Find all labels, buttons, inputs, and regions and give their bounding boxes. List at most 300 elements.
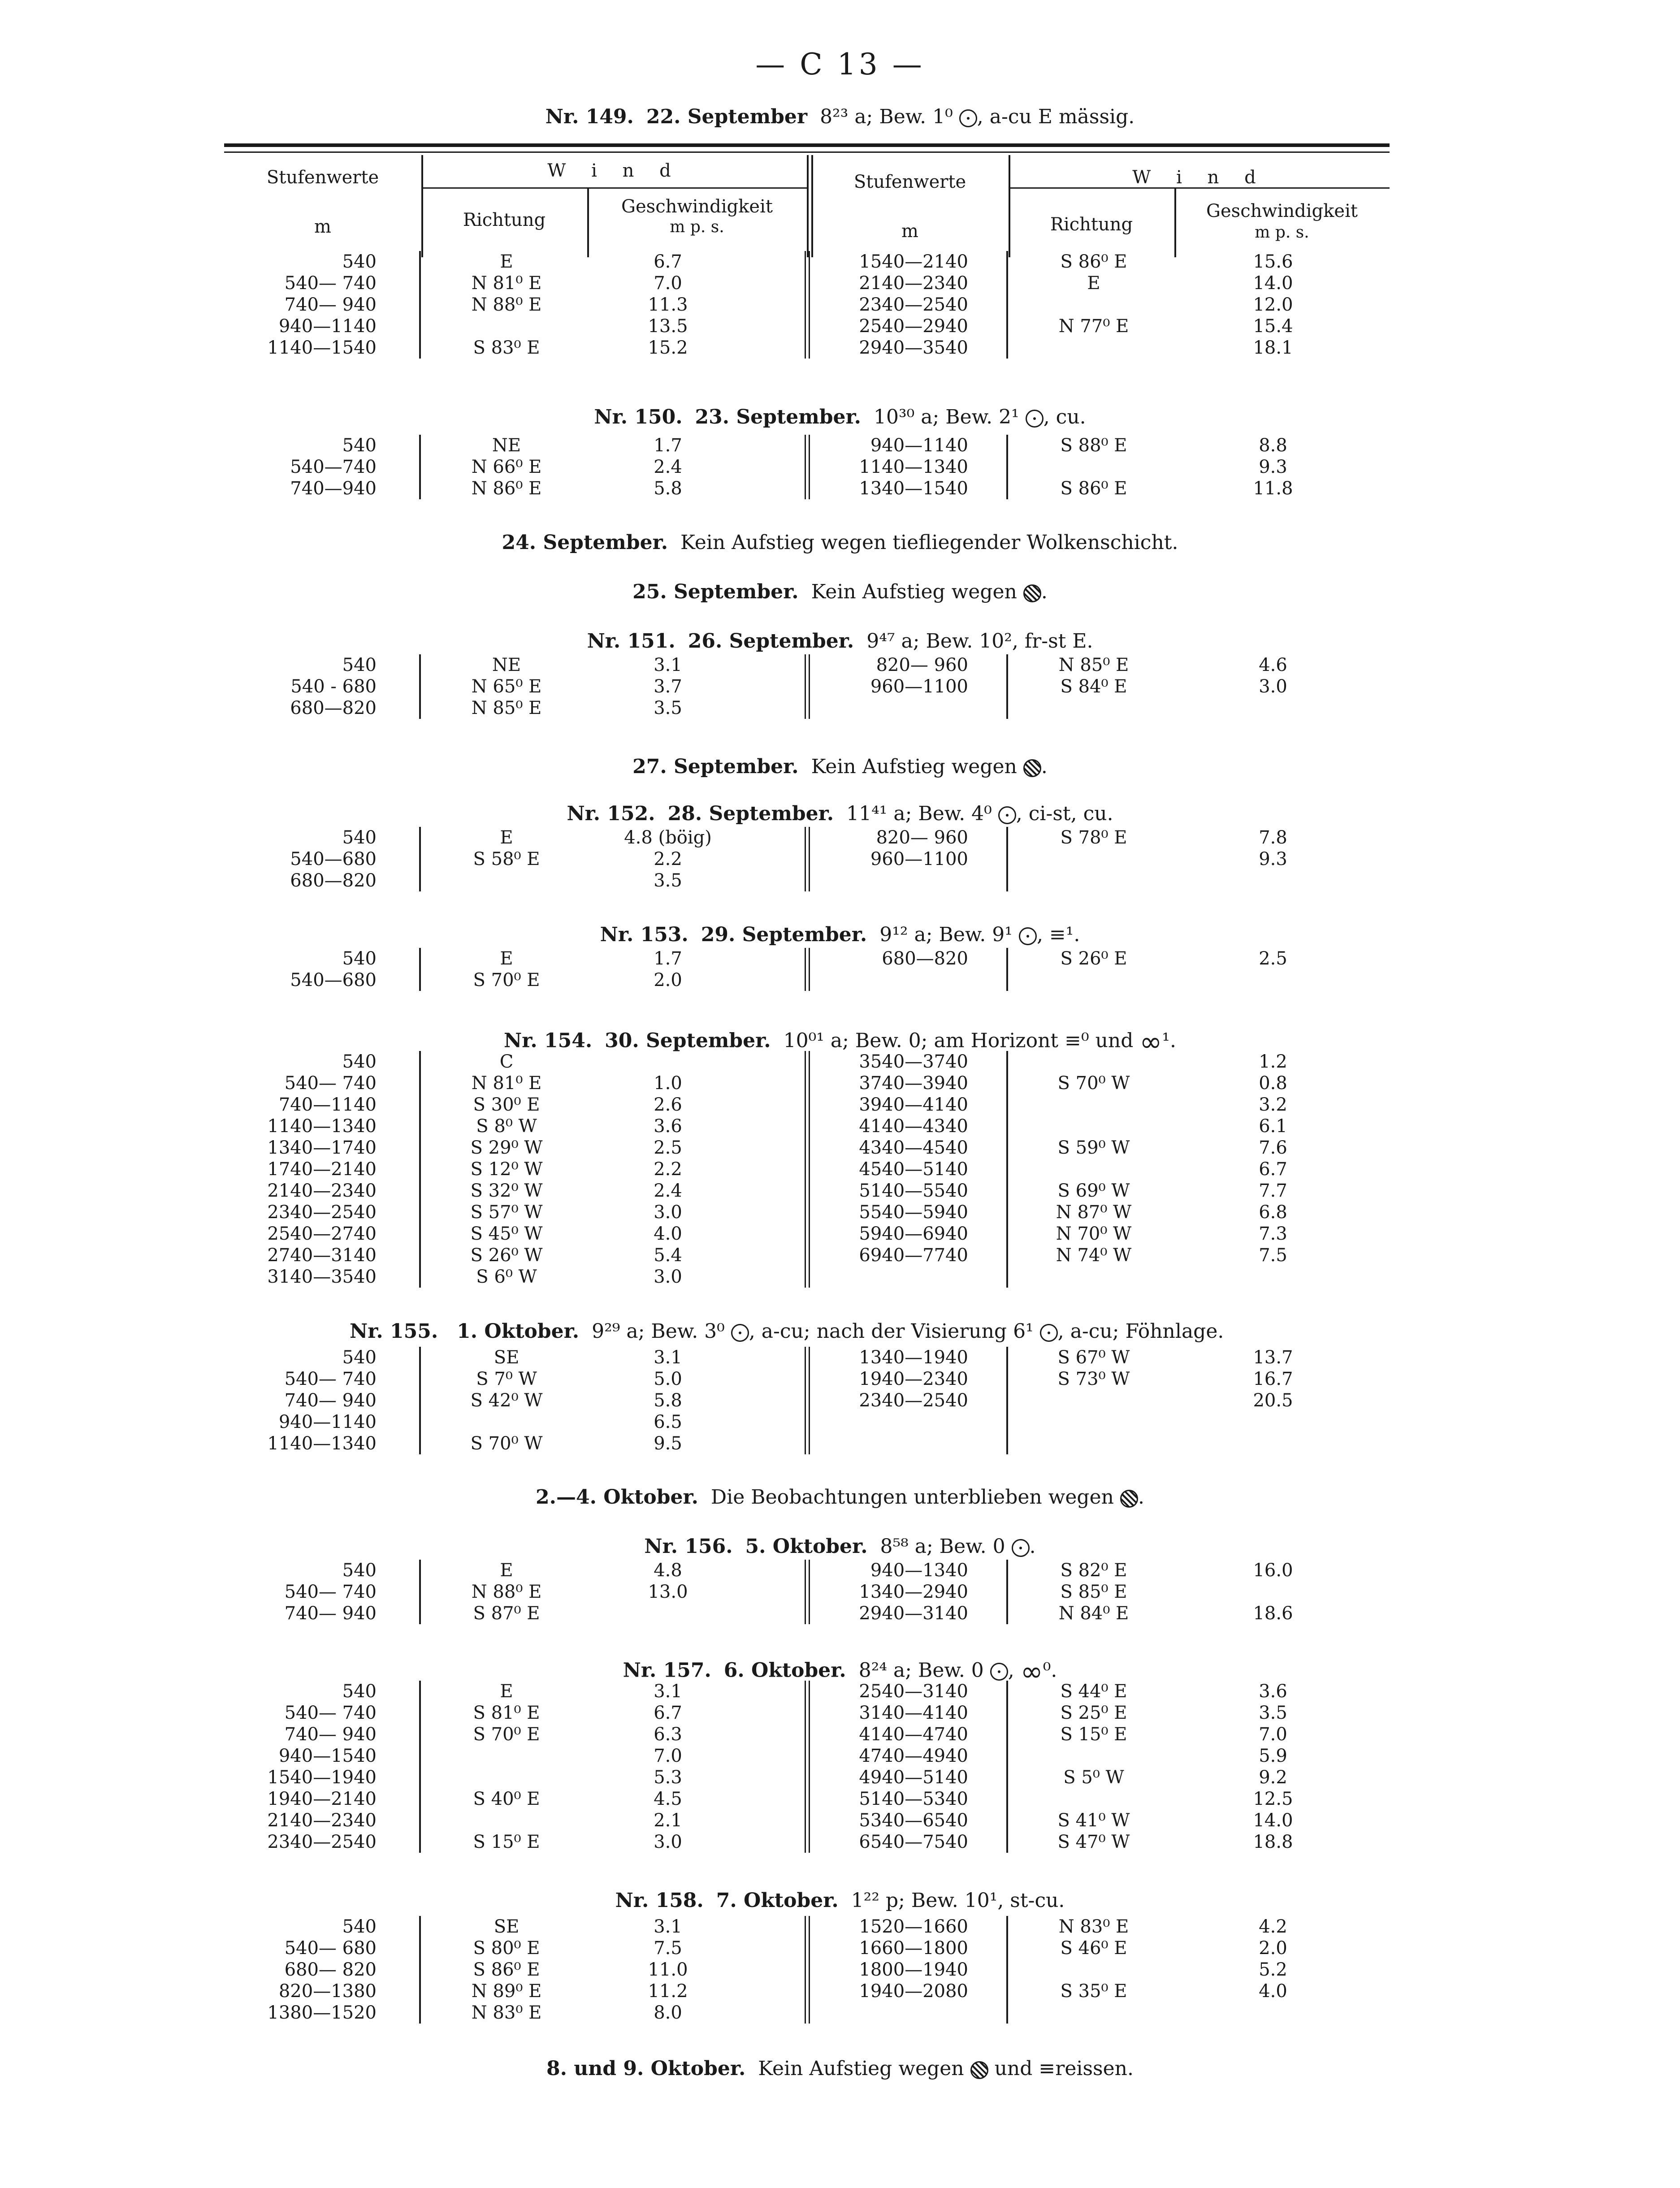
header-stufenwerte-right: Stufenwerte (853, 172, 966, 192)
table-cell: N 65⁰ E (471, 676, 542, 697)
table-cell: 5.3 (654, 1767, 682, 1788)
table-cell: 540— 740 (284, 1582, 377, 1602)
table-cell: 4740—4940 (859, 1746, 968, 1766)
table-cell: 740—940 (290, 478, 377, 499)
table-cell: 9.3 (1259, 457, 1287, 477)
table-cell (1022, 1788, 1165, 1810)
left-richtung-column (435, 654, 578, 719)
table-cell: 540 (342, 1681, 377, 1702)
table-cell: 540— 680 (284, 1938, 377, 1959)
table-cell: 11.2 (648, 1981, 688, 2002)
table-cell: 13.5 (648, 316, 688, 337)
table-cell: 6.7 (1259, 1159, 1287, 1180)
right-richtung-column (1022, 1681, 1165, 1853)
table-cell (596, 1603, 740, 1624)
table-cell: 820—1380 (278, 1981, 377, 2002)
left-stufen-column (197, 1347, 377, 1454)
table-cell: S 80⁰ E (473, 1938, 540, 1959)
right-stufen-column (789, 1681, 968, 1853)
table-cell: 540 (342, 1560, 377, 1581)
table-cell: 6.1 (1259, 1116, 1287, 1137)
table-cell: 960—1100 (870, 849, 968, 869)
column-divider (805, 1916, 806, 2024)
table-cell: 2540—2940 (859, 316, 968, 337)
table-cell: N 85⁰ E (1058, 655, 1129, 675)
table-cell: E (500, 1560, 513, 1581)
right-geschw-column (1201, 1347, 1345, 1411)
table-cell: 6.5 (654, 1412, 682, 1432)
table-cell (435, 1745, 578, 1767)
table-cell: 1520—1660 (859, 1916, 968, 1937)
table-cell: 540— 740 (284, 273, 377, 294)
table-cell: 5.9 (1259, 1746, 1287, 1766)
table-cell: 1660—1800 (859, 1938, 968, 1959)
table-cell: 7.3 (1259, 1224, 1287, 1244)
right-geschw-column (1201, 251, 1345, 359)
page-header: — C 13 — (755, 47, 925, 82)
table-cell: E (500, 251, 513, 272)
table-cell: 1800—1940 (859, 1959, 968, 1980)
table-cell: 940—1140 (278, 1412, 377, 1432)
table-cell: 3740—3940 (859, 1073, 968, 1094)
header-richtung-left: Richtung (463, 210, 546, 230)
table-cell: S 70⁰ E (473, 1724, 540, 1745)
right-stufen-column (789, 948, 968, 969)
table-cell: N 89⁰ E (471, 1981, 542, 2002)
table-cell: 2740—3140 (267, 1245, 377, 1266)
right-richtung-column (1022, 251, 1165, 359)
column-divider (1006, 1560, 1008, 1624)
column-divider (1006, 435, 1008, 499)
sun-icon (1040, 1324, 1058, 1342)
table-cell: N 77⁰ E (1058, 316, 1129, 337)
table-cell: 740— 940 (284, 294, 377, 315)
section-title-158: Nr. 158. 7. Oktober. 1²² p; Bew. 10¹, st-cu. (615, 1889, 1065, 1912)
table-cell: 2340—2540 (267, 1832, 377, 1852)
table-cell: S 15⁰ E (1060, 1724, 1127, 1745)
table-cell: S 42⁰ W (470, 1390, 543, 1411)
right-richtung-column (1022, 1347, 1165, 1411)
table-cell: 3.0 (654, 1202, 682, 1223)
data-table-section-157 (0, 1681, 1680, 1853)
column-header (224, 143, 1390, 268)
left-stufen-column (197, 827, 377, 891)
column-divider (1006, 1916, 1008, 2024)
table-cell: S 8⁰ W (476, 1116, 537, 1137)
right-geschw-column (1201, 1560, 1345, 1624)
table-cell: S 86⁰ E (1060, 251, 1127, 272)
header-unit-m-left: m (314, 216, 331, 237)
table-cell: 9.3 (1259, 849, 1287, 869)
table-cell: 0.8 (1259, 1073, 1287, 1094)
column-divider (419, 251, 421, 359)
table-cell: S 7⁰ W (476, 1369, 537, 1389)
table-cell: N 84⁰ E (1058, 1603, 1129, 1624)
section-title-156: Nr. 156. 5. Oktober. 8⁵⁸ a; Bew. 0 . (644, 1535, 1036, 1558)
right-stufen-column (789, 1916, 968, 2002)
table-cell: 6940—7740 (859, 1245, 968, 1266)
table-cell: S 46⁰ E (1060, 1938, 1127, 1959)
table-cell: 6.7 (654, 251, 682, 272)
table-cell: 2.5 (1259, 948, 1287, 969)
table-cell: 1140—1340 (267, 1116, 377, 1137)
table-cell: 4140—4740 (859, 1724, 968, 1745)
header-geschwindigkeit-left: Geschwindigkeit (621, 196, 773, 217)
sun-icon (1019, 927, 1037, 945)
table-cell: 1340—1540 (859, 478, 968, 499)
table-cell: 3.6 (654, 1116, 682, 1137)
left-stufen-column (197, 654, 377, 719)
table-cell: 15.4 (1253, 316, 1293, 337)
right-stufen-column (789, 827, 968, 870)
table-cell: S 35⁰ E (1060, 1981, 1127, 2002)
right-richtung-column (1022, 1916, 1165, 2002)
table-cell: 540 (342, 655, 377, 675)
table-cell: 940—1340 (870, 1560, 968, 1581)
table-cell (435, 870, 578, 891)
table-cell: SE (494, 1347, 520, 1368)
rain-icon (1120, 1490, 1138, 1508)
table-cell: 8.0 (654, 2002, 682, 2023)
right-stufen-column (789, 1347, 968, 1411)
table-cell: 7.5 (1259, 1245, 1287, 1266)
sun-icon (731, 1324, 749, 1342)
column-divider (419, 1051, 421, 1288)
table-cell: E (500, 1681, 513, 1702)
table-cell: S 26⁰ W (470, 1245, 543, 1266)
table-cell: S 58⁰ E (473, 849, 540, 869)
table-cell: S 81⁰ E (473, 1703, 540, 1723)
table-cell: 3.0 (1259, 676, 1287, 697)
table-cell: S 84⁰ E (1060, 676, 1127, 697)
table-cell: N 88⁰ E (471, 294, 542, 315)
table-cell: N 83⁰ E (471, 2002, 542, 2023)
column-divider (419, 1560, 421, 1624)
table-cell: 540 (342, 435, 377, 456)
table-cell: S 15⁰ E (473, 1832, 540, 1852)
table-cell: S 59⁰ W (1057, 1137, 1130, 1158)
left-stufen-column (197, 1916, 377, 2024)
left-stufen-column (197, 948, 377, 991)
table-cell: 1140—1540 (267, 337, 377, 358)
table-cell: 2140—2340 (859, 273, 968, 294)
table-cell: S 70⁰ E (473, 970, 540, 990)
right-geschw-column (1201, 435, 1345, 499)
table-cell: S 41⁰ W (1057, 1810, 1130, 1831)
right-geschw-column (1201, 1051, 1345, 1266)
column-divider (805, 1347, 806, 1454)
column-divider (805, 1051, 806, 1288)
column-divider (1006, 1051, 1008, 1288)
left-richtung-column (435, 827, 578, 891)
table-cell: 4940—5140 (859, 1767, 968, 1788)
table-cell: S 88⁰ E (1060, 435, 1127, 456)
table-cell: 1380—1520 (267, 2002, 377, 2023)
table-cell: 2140—2340 (267, 1810, 377, 1831)
left-richtung-column (435, 1051, 578, 1288)
table-cell: S 86⁰ E (1060, 478, 1127, 499)
table-cell: 4540—5140 (859, 1159, 968, 1180)
column-divider (805, 654, 806, 719)
table-cell: 3.2 (1259, 1094, 1287, 1115)
data-table-section-149 (0, 251, 1680, 359)
table-cell: C (499, 1051, 514, 1072)
table-cell (1201, 1581, 1345, 1603)
right-richtung-column (1022, 1051, 1165, 1266)
table-cell: 15.2 (648, 337, 688, 358)
table-cell: 5940—6940 (859, 1224, 968, 1244)
table-cell: 3.1 (654, 655, 682, 675)
table-cell: 13.0 (648, 1582, 688, 1602)
table-cell: 1740—2140 (267, 1159, 377, 1180)
column-divider (419, 435, 421, 499)
table-cell: 680— 820 (284, 1959, 377, 1980)
table-cell: 2.0 (1259, 1938, 1287, 1959)
sun-icon (1012, 1539, 1030, 1557)
table-cell: 8.8 (1259, 435, 1287, 456)
table-cell: S 83⁰ E (473, 337, 540, 358)
table-cell: 540 - 680 (290, 676, 377, 697)
column-divider (1006, 654, 1008, 719)
right-stufen-column (789, 654, 968, 697)
table-cell: 540 (342, 1347, 377, 1368)
column-divider (1006, 827, 1008, 891)
table-cell: 1.7 (654, 435, 682, 456)
table-cell: 1140—1340 (859, 457, 968, 477)
fog-icon: ≡ (1039, 2057, 1056, 2080)
table-cell: 540 (342, 948, 377, 969)
table-cell (435, 1411, 578, 1433)
rain-icon (1023, 584, 1041, 602)
table-cell: 740— 940 (284, 1724, 377, 1745)
table-cell: 7.0 (654, 273, 682, 294)
table-cell: S 40⁰ E (473, 1789, 540, 1809)
table-cell: S 47⁰ W (1057, 1832, 1130, 1852)
table-cell: S 45⁰ W (470, 1224, 543, 1244)
table-cell: S 25⁰ E (1060, 1703, 1127, 1723)
table-cell: 3.0 (654, 1832, 682, 1852)
table-cell: NE (492, 655, 521, 675)
table-cell (1022, 1959, 1165, 1980)
left-stufen-column (197, 435, 377, 499)
table-cell: 16.0 (1253, 1560, 1293, 1581)
table-cell: 4.8 (654, 1560, 682, 1581)
table-cell: 2.6 (654, 1094, 682, 1115)
table-cell: 820— 960 (876, 827, 968, 848)
table-cell: 2140—2340 (267, 1180, 377, 1201)
data-table-section-155 (0, 1347, 1680, 1454)
column-divider (805, 827, 806, 891)
table-cell: 15.6 (1253, 251, 1293, 272)
header-geschwindigkeit-right: Geschwindigkeit (1206, 201, 1358, 221)
note-sep27: 27. September. Kein Aufstieg wegen . (632, 755, 1048, 778)
table-cell: 540 (342, 827, 377, 848)
table-cell: S 29⁰ W (470, 1137, 543, 1158)
table-cell: 3.1 (654, 1916, 682, 1937)
table-cell (1022, 1094, 1165, 1116)
table-cell: 2.5 (654, 1137, 682, 1158)
table-cell: S 73⁰ W (1057, 1369, 1130, 1389)
table-cell: 540 (342, 1916, 377, 1937)
table-cell: 18.1 (1253, 337, 1293, 358)
table-cell: NE (492, 435, 521, 456)
table-cell: 4340—4540 (859, 1137, 968, 1158)
table-cell: 680—820 (290, 698, 377, 718)
column-divider (1006, 1681, 1008, 1853)
table-cell: 2540—3140 (859, 1681, 968, 1702)
table-cell: 4.6 (1259, 655, 1287, 675)
rain-icon (1023, 759, 1041, 777)
table-cell: N 74⁰ W (1056, 1245, 1132, 1266)
table-cell: 2.2 (654, 849, 682, 869)
table-cell: 940—1540 (278, 1746, 377, 1766)
table-cell: 12.5 (1253, 1789, 1293, 1809)
table-cell: 940—1140 (278, 316, 377, 337)
left-stufen-column (197, 1681, 377, 1853)
table-cell: N 86⁰ E (471, 478, 542, 499)
table-cell: N 83⁰ E (1058, 1916, 1129, 1937)
table-cell: 20.5 (1253, 1390, 1293, 1411)
table-cell: 1940—2080 (859, 1981, 968, 2002)
section-title-150: Nr. 150. 23. September. 10³⁰ a; Bew. 2¹ , cu. (594, 406, 1086, 428)
table-cell: 740— 940 (284, 1390, 377, 1411)
table-cell: 540— 740 (284, 1369, 377, 1389)
left-stufen-column (197, 1051, 377, 1288)
right-richtung-column (1022, 654, 1165, 697)
table-cell: 3940—4140 (859, 1094, 968, 1115)
sun-icon (990, 1663, 1008, 1681)
table-cell: 11.3 (648, 294, 688, 315)
section-title-157: Nr. 157. 6. Oktober. 8²⁴ a; Bew. 0 , ∞⁰. (623, 1656, 1057, 1687)
table-cell (1022, 1745, 1165, 1767)
table-cell: 680—820 (290, 870, 377, 891)
table-cell: 5540—5940 (859, 1202, 968, 1223)
column-divider (419, 1681, 421, 1853)
left-richtung-column (435, 435, 578, 499)
table-cell (1022, 337, 1165, 359)
data-table-section-152 (0, 827, 1680, 891)
right-geschw-column (1201, 948, 1345, 969)
table-cell: 12.0 (1253, 294, 1293, 315)
table-cell: 2.4 (654, 1180, 682, 1201)
section-title-149: Nr. 149. 22. September 8²³ a; Bew. 1⁰ , a-cu E mässig. (545, 105, 1135, 128)
table-cell: S 12⁰ W (470, 1159, 543, 1180)
table-cell: 9.2 (1259, 1767, 1287, 1788)
column-divider (1006, 948, 1008, 991)
column-divider (419, 827, 421, 891)
right-stufen-column (789, 1051, 968, 1266)
table-cell: 540— 740 (284, 1073, 377, 1094)
left-richtung-column (435, 1347, 578, 1454)
left-geschw-column (596, 827, 740, 891)
table-cell (435, 1767, 578, 1788)
header-mps-right: m p. s. (1255, 223, 1309, 242)
right-stufen-column (789, 435, 968, 499)
table-cell: N 66⁰ E (471, 457, 542, 477)
table-cell: 5.4 (654, 1245, 682, 1266)
data-table-section-156 (0, 1560, 1680, 1624)
table-cell: S 26⁰ E (1060, 948, 1127, 969)
haze-icon: ∞ (1139, 1026, 1162, 1058)
table-cell: S 5⁰ W (1063, 1767, 1124, 1788)
table-cell (1022, 294, 1165, 316)
table-cell: 7.5 (654, 1938, 682, 1959)
table-cell: 540—680 (290, 849, 377, 869)
table-cell: 1.2 (1259, 1051, 1287, 1072)
table-cell: 3.6 (1259, 1681, 1287, 1702)
table-cell: 2940—3140 (859, 1603, 968, 1624)
table-cell: 3.7 (654, 676, 682, 697)
left-richtung-column (435, 1916, 578, 2024)
section-title-154: Nr. 154. 30. September. 10⁰¹ a; Bew. 0; am Horizont ≡⁰ und ∞¹. (503, 1026, 1177, 1058)
left-geschw-column (596, 1681, 740, 1853)
header-mps-left: m p. s. (670, 218, 724, 236)
table-cell: 3.5 (654, 698, 682, 718)
right-geschw-column (1201, 827, 1345, 870)
rain-icon (970, 2061, 988, 2079)
table-cell: 18.6 (1253, 1603, 1293, 1624)
table-cell: 2.4 (654, 457, 682, 477)
header-stufenwerte-left: Stufenwerte (266, 167, 379, 188)
column-divider (419, 1916, 421, 2024)
table-cell: 5.0 (654, 1369, 682, 1389)
column-divider (805, 251, 806, 359)
header-wind-right: W i n d (1132, 167, 1266, 188)
left-geschw-column (596, 1916, 740, 2024)
table-cell: 540 (342, 1051, 377, 1072)
column-divider (805, 948, 806, 991)
table-cell: 2340—2540 (859, 1390, 968, 1411)
table-cell: 7.8 (1259, 827, 1287, 848)
note-sep25: 25. September. Kein Aufstieg wegen . (632, 580, 1048, 603)
right-geschw-column (1201, 654, 1345, 697)
table-cell: 9.5 (654, 1433, 682, 1454)
table-cell: 2940—3540 (859, 337, 968, 358)
table-cell: 2.2 (654, 1159, 682, 1180)
data-table-section-154 (0, 1051, 1680, 1288)
table-cell: 3.5 (1259, 1703, 1287, 1723)
table-cell: 940—1140 (870, 435, 968, 456)
table-cell: 740—1140 (278, 1094, 377, 1115)
left-richtung-column (435, 1681, 578, 1853)
table-cell: 6.3 (654, 1724, 682, 1745)
haze-icon: ∞ (1020, 1656, 1043, 1687)
left-geschw-column (596, 654, 740, 719)
table-cell: N 81⁰ E (471, 273, 542, 294)
right-richtung-column (1022, 948, 1165, 969)
table-cell: 6.7 (654, 1703, 682, 1723)
table-cell: 5140—5540 (859, 1180, 968, 1201)
column-divider (805, 435, 806, 499)
table-cell: 7.0 (1259, 1724, 1287, 1745)
table-cell (435, 316, 578, 337)
table-cell: 1140—1340 (267, 1433, 377, 1454)
table-cell: 4.0 (1259, 1981, 1287, 2002)
table-cell: S 69⁰ W (1057, 1180, 1130, 1201)
table-cell: N 87⁰ W (1056, 1202, 1132, 1223)
right-geschw-column (1201, 1681, 1345, 1853)
section-title-155: Nr. 155. 1. Oktober. 9²⁹ a; Bew. 3⁰ , a-cu; nach der Visierung 6¹ , a-cu; Föhnlage. (350, 1320, 1224, 1343)
table-cell: S 30⁰ E (473, 1094, 540, 1115)
table-cell: 1.7 (654, 948, 682, 969)
table-cell: 1540—1940 (267, 1767, 377, 1788)
right-richtung-column (1022, 1560, 1165, 1624)
table-cell: 11.8 (1253, 478, 1293, 499)
note-sep24: 24. September. Kein Aufstieg wegen tiefliegender Wolkenschicht. (502, 531, 1178, 554)
table-cell: 1540—2140 (859, 251, 968, 272)
table-cell: 540 (342, 251, 377, 272)
header-richtung-right: Richtung (1050, 214, 1133, 235)
